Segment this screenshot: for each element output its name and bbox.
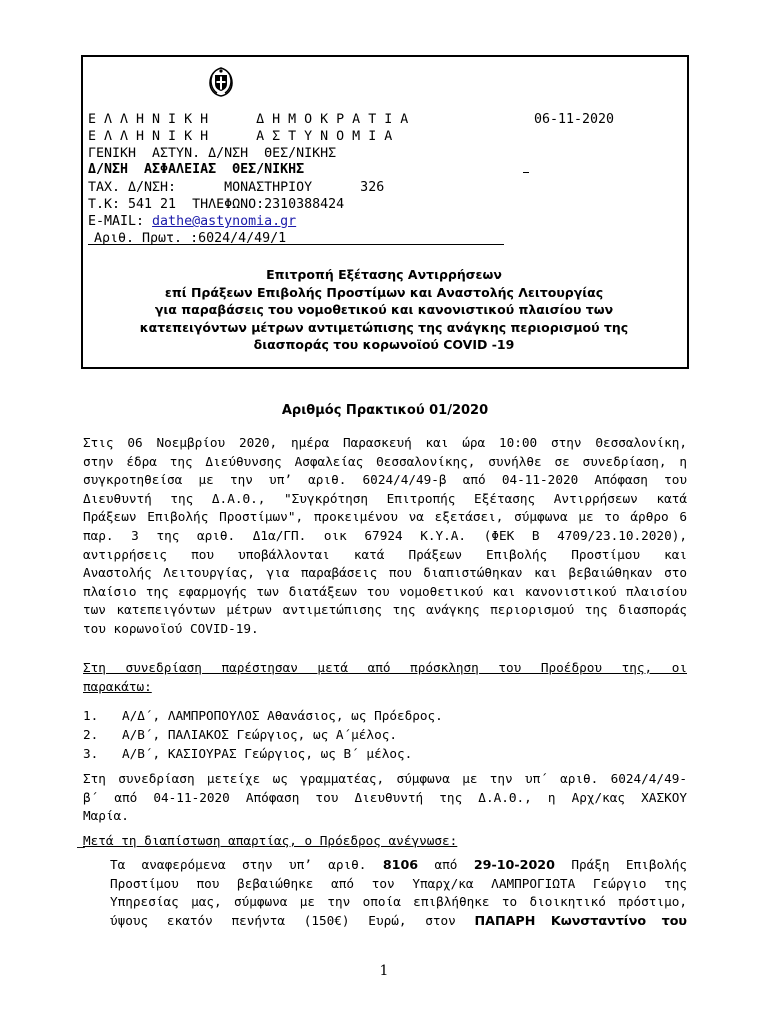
protocol-underline (88, 244, 504, 245)
intro-paragraph: Στις 06 Νοεμβρίου 2020, ημέρα Παρασκευή και ώρα 10:00 στην Θεσσαλονίκη, στην έδρα της Διεύθυνσης Ασφαλείας Θεσσαλονίκης, συνήλθε σε συνεδρίαση, η συγκροτηθείσα με την υπ’ αριθ. 6024/4/49-β από 04-11-2020 Απόφαση του Διευθυντή της Δ.Α.Θ., "Συγκρότηση Επιτροπής Εξέτασης Αντιρρήσεων κατά Πράξεων Επιβολής Προστίμων", προκειμένου να εξετάσει, σύμφωνα με το άρθρο 6 παρ. 3 της αριθ. Δ1α/ΓΠ. οικ 67924 Κ.Υ.Α. (ΦΕΚ Β 4709/23.10.2020), αντιρρήσεις που υποβάλλονται κατά Πράξεων Επιβολής Προστίμου και Αναστολής Λειτουργίας, για παραβάσεις που διαπιστώθηκαν και βεβαιώθηκαν στο πλαίσιο της εφαρμογής των διατάξεων του νομοθετικού και κανονιστικού πλαισίου των κατεπειγόντων μέτρων αντιμετώπισης της ανάγκης περιορισμού της διασποράς του κορωνοϊού COVID-19. (83, 435, 687, 636)
header-email: E-MAIL: dathe@astynomia.gr (88, 214, 297, 229)
header-security-directorate: Δ/ΝΣΗ ΑΣΦΑΛΕΙΑΣ ΘΕΣ/ΝΙΚΗΣ (88, 162, 305, 177)
header-protocol-number: Αριθ. Πρωτ. :6024/4/49/1 (94, 231, 287, 246)
email-link[interactable]: dathe@astynomia.gr (152, 214, 297, 229)
member-item: 2. Α/Β΄, ΠΑΛΙΑΚΟΣ Γεώργιος, ως Α΄μέλος. (83, 727, 397, 742)
header-general-directorate: ΓΕΝΙΚΗ ΑΣΤΥΝ. Δ/ΝΣΗ ΘΕΣ/ΝΙΚΗΣ (88, 146, 337, 161)
header-phone: Τ.Κ: 541 21 ΤΗΛΕΦΩΝΟ:2310388424 (88, 197, 345, 212)
present-paragraph: Στη συνεδρίαση παρέστησαν μετά από πρόσκληση του Προέδρου της, οι παρακάτω: (83, 660, 687, 694)
header-country: Ε Λ Λ Η Ν Ι Κ Η Δ Η Μ Ο Κ Ρ Α Τ Ι Α (88, 112, 409, 127)
greek-emblem-icon (207, 67, 235, 97)
bullet-dash: – (77, 840, 85, 855)
header-date: 06-11-2020 (534, 112, 615, 127)
minutes-title: Αριθμός Πρακτικού 01/2020 (281, 403, 489, 418)
header-police: Ε Λ Λ Η Ν Ι Κ Η Α Σ Τ Υ Ν Ο Μ Ι Α (88, 129, 393, 144)
secretary-paragraph: Στη συνεδρίαση μετείχε ως γραμματέας, σύμφωνα με την υπ΄ αριθ. 6024/4/49- β΄ από 04-11-2020 Απόφαση του Διευθυντή της Δ.Α.Θ., η Αρχ/κας ΧΑΣΚΟΥ Μαρία. (83, 771, 687, 824)
quorum-line: Μετά τη διαπίστωση απαρτίας, ο Πρόεδρος ανέγνωσε: (83, 833, 458, 848)
committee-title: Επιτροπή Εξέτασης Αντιρρήσεων επί Πράξεων Επιβολής Προστίμων και Αναστολής Λειτουργίας για παραβάσεις του νομοθετικού και κανονιστικού πλαισίου των κατεπειγόντων μέτρων αντιμετώπισης της ανάγκης περιορισμού της διασποράς του κορωνοϊού COVID -19 (139, 267, 629, 352)
header-address: ΤΑΧ. Δ/ΝΣΗ: ΜΟΝΑΣΤΗΡΙΟΥ 326 (88, 180, 385, 195)
header-dash (523, 172, 529, 173)
member-item: 1. Α/Δ΄, ΛΑΜΠΡΟΠΟΥΛΟΣ Αθανάσιος, ως Πρόεδρος. (83, 708, 443, 723)
member-item: 3. Α/Β΄, ΚΑΣΙΟΥΡΑΣ Γεώργιος, ως Β΄ μέλος. (83, 746, 413, 761)
act-paragraph: Τα αναφερόμενα στην υπ’ αριθ. 8106 από 29-10-2020 Πράξη Επιβολής Προστίμου που βεβαιώθηκε από τον Υπαρχ/κα ΛΑΜΠΡΟΓΙΩΤΑ Γεώργιο της Υπηρεσίας μας, σύμφωνα με την οποία επιβλήθηκε το διοικητικό πρόστιμο, ύψους εκατόν πενήντα (150€) Ευρώ, στον ΠΑΠΑΡΗ Κωνσταντίνο του (110, 857, 688, 928)
page-number: 1 (379, 963, 389, 979)
